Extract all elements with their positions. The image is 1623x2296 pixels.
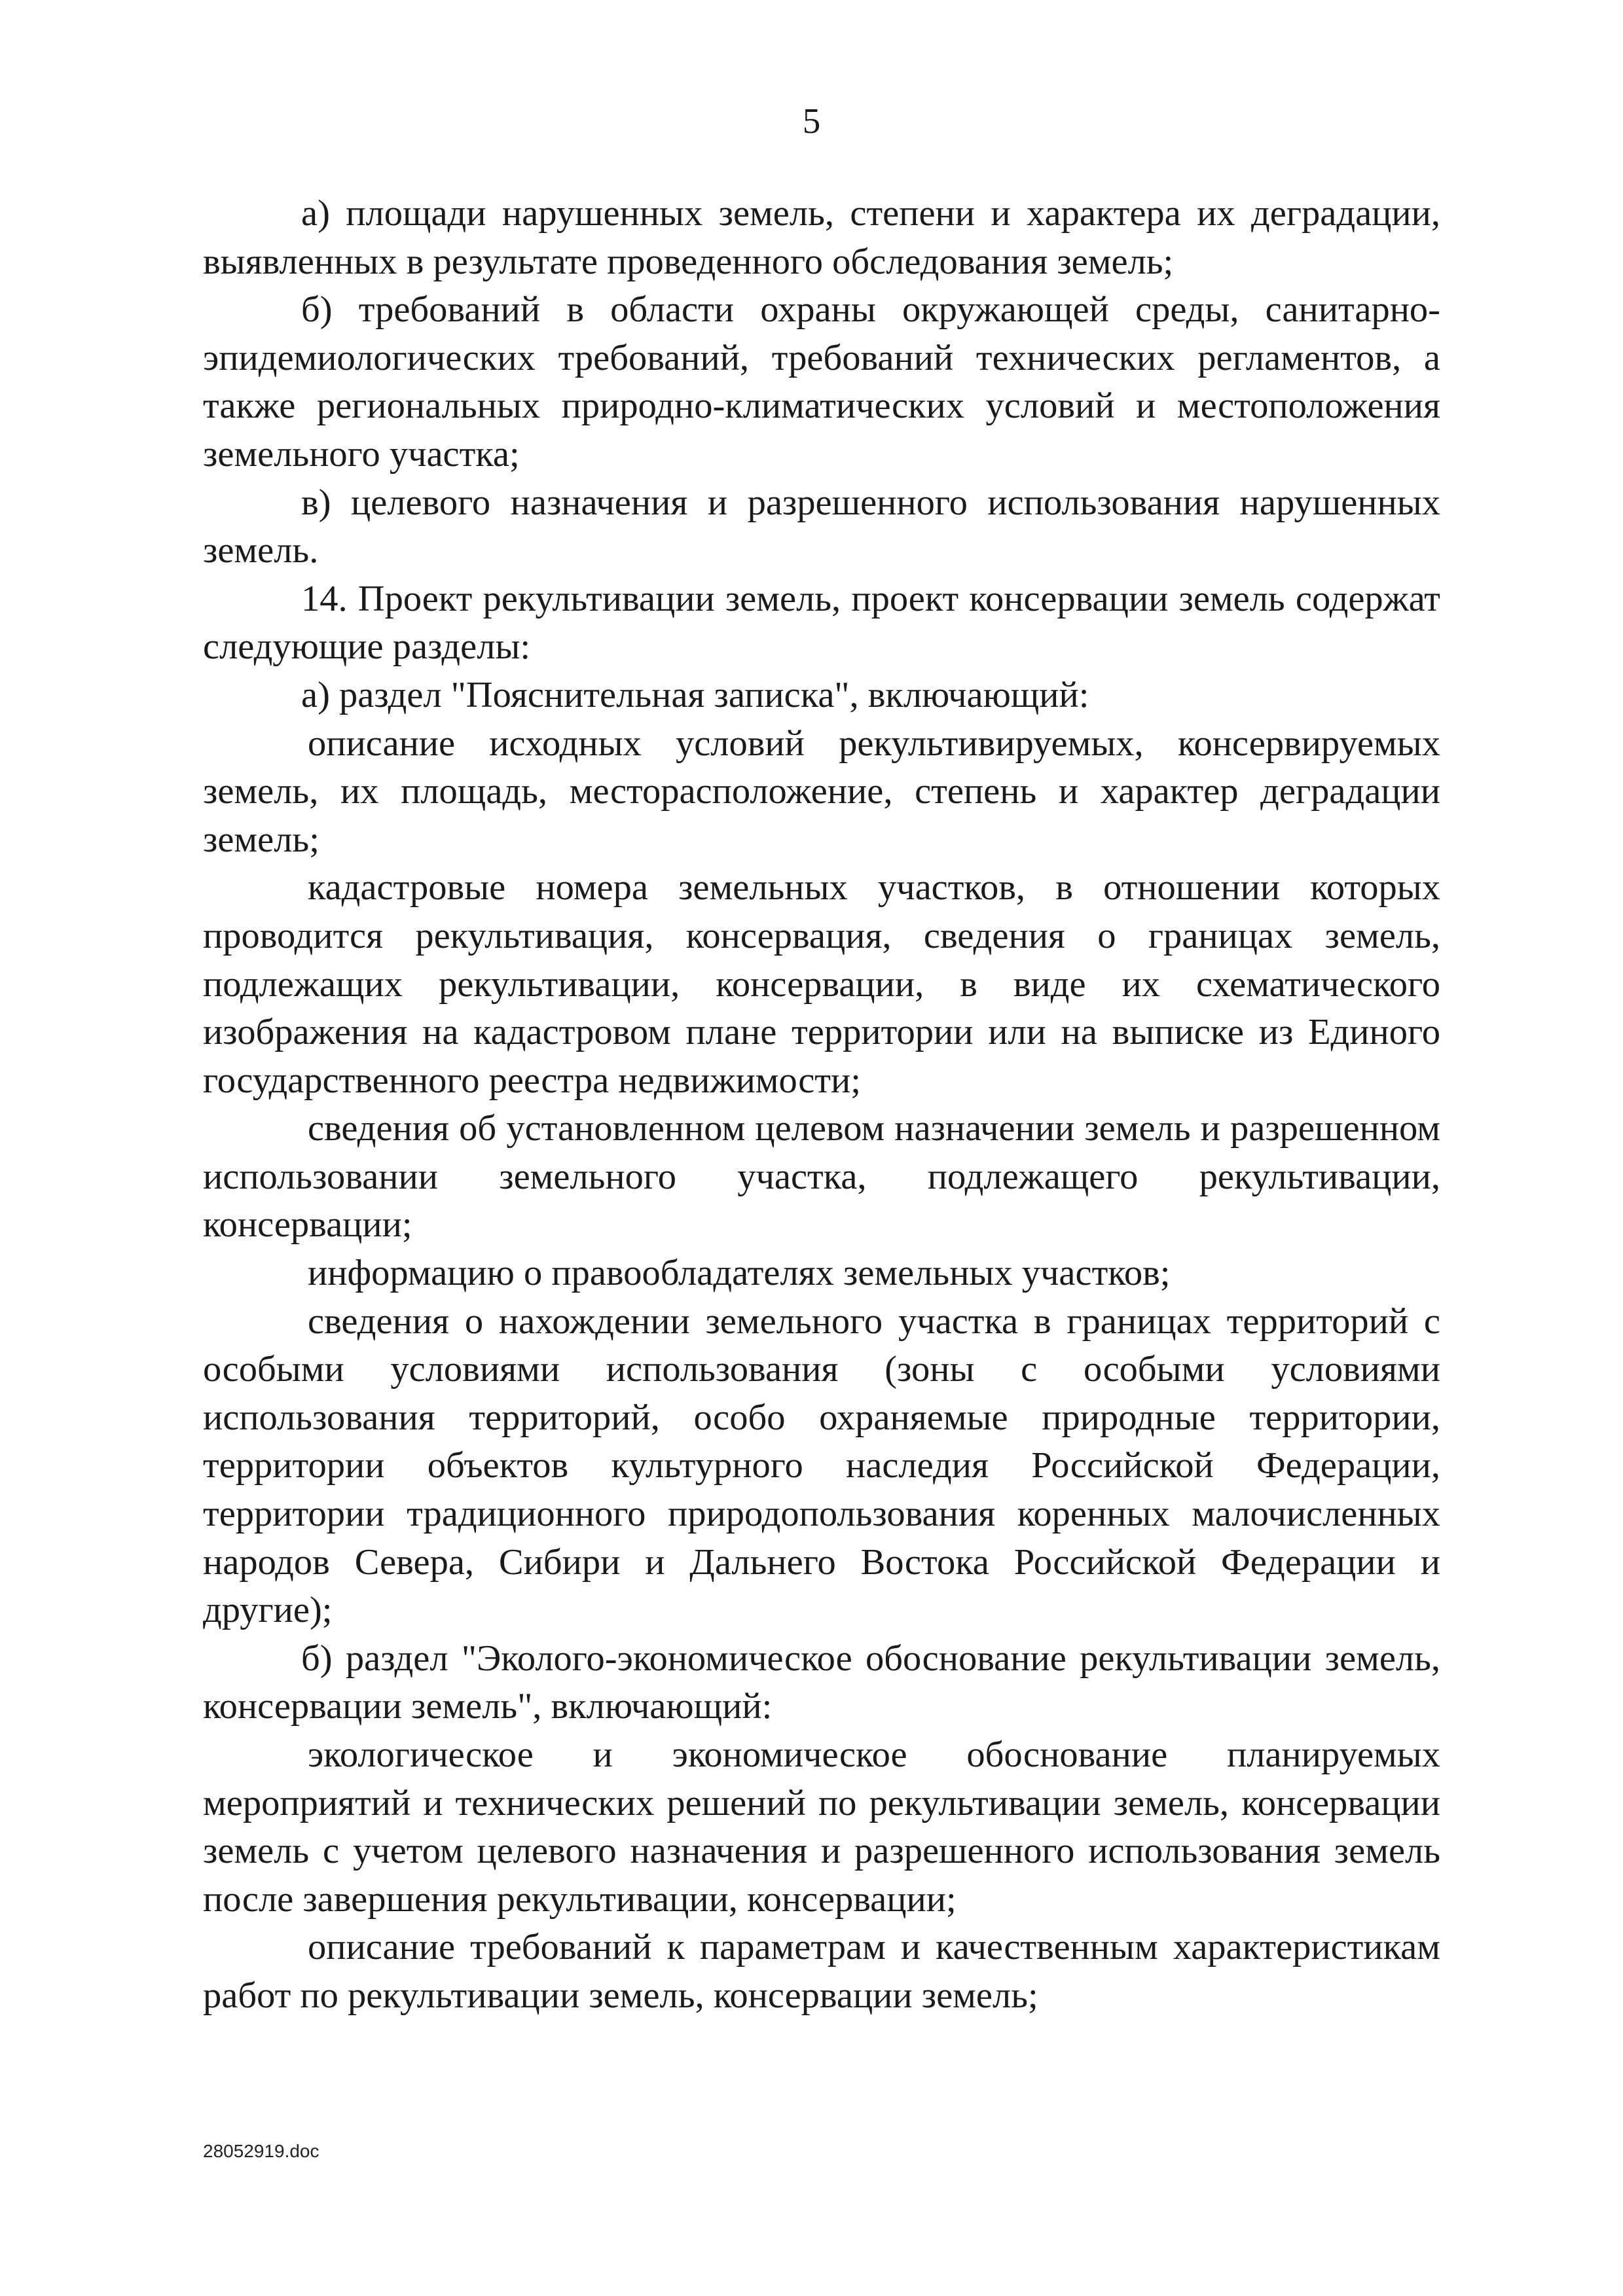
paragraph-14-sections: 14. Проект рекультивации земель, проект консервации земель содержат следующие разделы: [203, 578, 1440, 668]
paragraph-special-zones: сведения о нахождении земельного участка в границах территорий с особыми условиями использования (зоны с особыми условиями использования территорий, особо охраняемые природные территории, территории объектов культурного наследия Российской Федерации, территории традиционного природопользования коренных малочисленных народов Севера, Сибири и Дальнего Востока Российской Федерации и другие); [203, 1300, 1440, 1631]
paragraph-right-holders: информацию о правообладателях земельных участков; [308, 1253, 1171, 1294]
paragraph-eco-justification: экологическое и экономическое обоснование планируемых мероприятий и технических решений по рекультивации земель, консервации земель с учетом целевого назначения и разрешенного использования земель после завершения рекультивации, консервации; [203, 1734, 1440, 1920]
paragraph-b-requirements: б) требований в области охраны окружающей среды, санитарно-эпидемиологических требований, требований технических регламентов, а также региональных природно-климатических условий и местоположения земельного участка; [203, 289, 1440, 475]
paragraph-a-explanatory-note: а) раздел "Пояснительная записка", включающий: [301, 674, 1089, 715]
page-number: 5 [802, 101, 821, 141]
paragraph-a-area: а) площади нарушенных земель, степени и характера их деградации, выявленных в результате проведенного обследования земель; [203, 193, 1440, 282]
paragraph-v-purpose: в) целевого назначения и разрешенного использования нарушенных земель. [203, 482, 1440, 571]
paragraph-purpose-information: сведения об установленном целевом назначении земель и разрешенном использовании земельного участка, подлежащего рекультивации, консервации; [203, 1108, 1440, 1246]
paragraph-b-eco-economic: б) раздел "Эколого-экономическое обоснование рекультивации земель, консервации земель", включающий: [203, 1638, 1440, 1727]
document-body [203, 190, 1440, 2020]
paragraph-work-requirements: описание требований к параметрам и качественным характеристикам работ по рекультивации земель, консервации земель; [203, 1927, 1440, 2016]
paragraph-cadastral-numbers: кадастровые номера земельных участков, в отношении которых проводится рекультивация, консервация, сведения о границах земель, подлежащих рекультивации, консервации, в виде их схематического изображения на кадастровом плане территории или на выписке из Единого государственного реестра недвижимости; [203, 867, 1440, 1101]
paragraph-description-conditions: описание исходных условий рекультивируемых, консервируемых земель, их площадь, месторасположение, степень и характер деградации земель; [203, 723, 1440, 860]
document-file-code: 28052919.doc [203, 2141, 319, 2161]
